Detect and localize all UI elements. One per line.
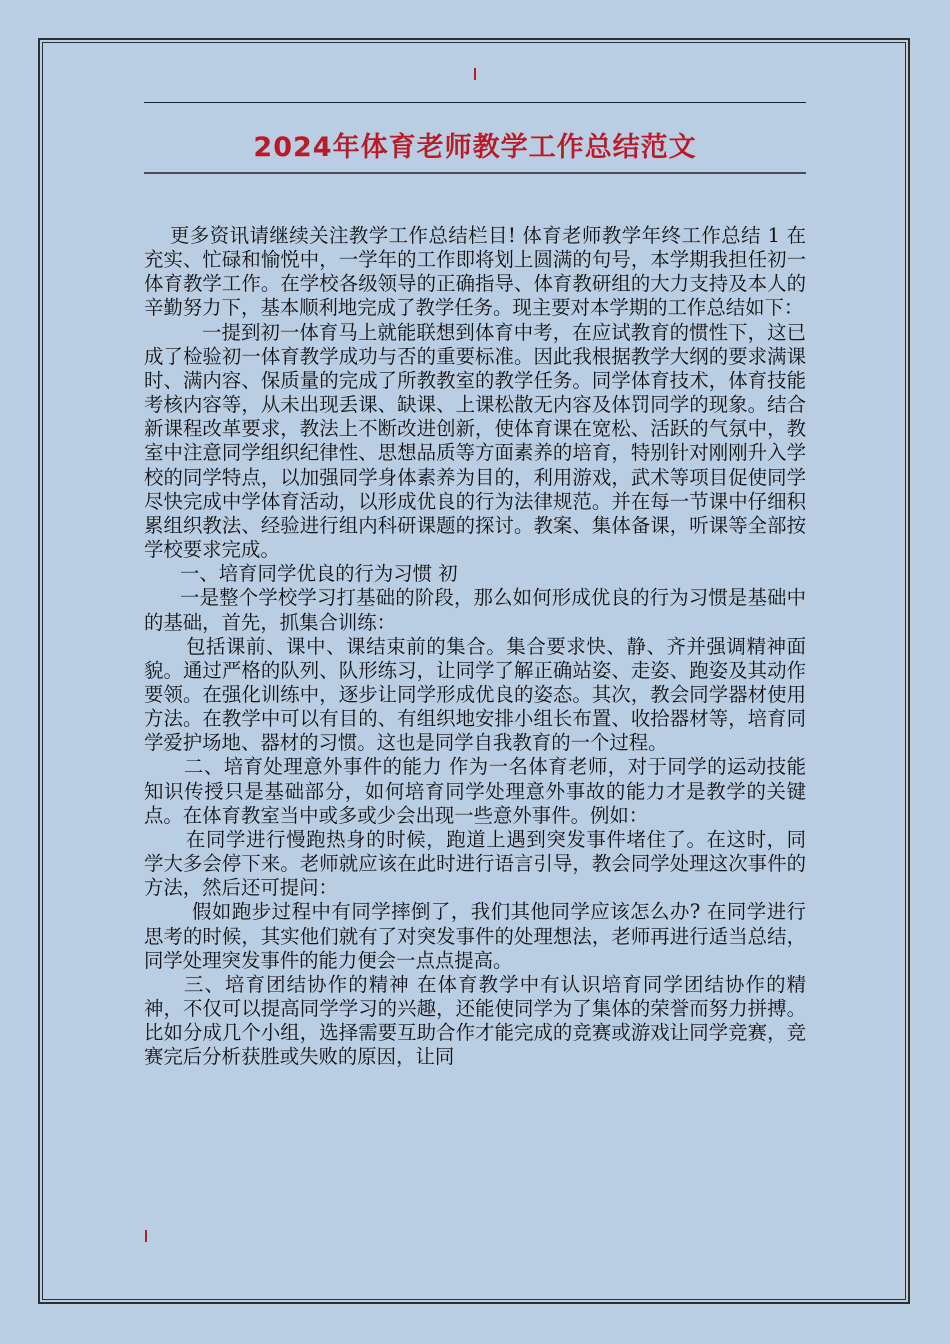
paragraph-assembly: 包括课前、课中、课结束前的集合。集合要求快、静、齐并强调精神面貌。通过严格的队列、队形练习，让同学了解正确站姿、走姿、跑姿及其动作要领。在强化训练中，逐步让同学形成优良的姿态。其次，教会同学器材使用方法。在教学中可以有目的、有组织地安排小组长布置、收拾器材等，培育同学爱护场地、器材的习惯。这也是同学自我教育的一个过程。 (144, 634, 806, 755)
document-title: 2024年体育老师教学工作总结范文 (253, 132, 697, 163)
paragraph-example: 在同学进行慢跑热身的时候，跑道上遇到突发事件堵住了。在这时，同学大多会停下来。老师就应该在此时进行语言引导，教会同学处理这次事件的方法，然后还可提问： (144, 827, 806, 900)
section-heading-behavior: 一、培育同学优良的行为习惯 初 (180, 562, 458, 586)
paragraph-behavior: 一是整个学校学习打基础的阶段，那么如何形成优良的行为习惯是基础中的基础，首先，抓集合训练： (144, 586, 806, 634)
paragraph-teamwork: 三、培育团结协作的精神 在体育教学中有认识培育同学团结协作的精神，不仅可以提高同学学习的兴趣，还能使同学为了集体的荣誉而努力拼搏。比如分成几个小组，选择需要互助合作才能完成的竞赛或游戏让同学竞赛，竞赛完后分析获胜或失败的原因，让同 (144, 972, 806, 1069)
title-rule (144, 172, 806, 174)
document-body (144, 224, 806, 1069)
paragraph-question: 假如跑步过程中有同学摔倒了，我们其他同学应该怎么办? 在同学进行思考的时候，其实他们就有了对突发事件的处理想法，老师再进行适当总结，同学处理突发事件的能力便会一点点提高。 (144, 900, 806, 972)
paragraph-intro: 更多资讯请继续关注教学工作总结栏目! 体育老师教学年终工作总结 1 在充实、忙碌和愉悦中，一学年的工作即将划上圆满的句号，本学期我担任初一体育教学工作。在学校各级领导的正确指导、体育教研组的大力支持及本人的辛勤努力下，基本顺利地完成了教学任务。现主要对本学期的工作总结如下： (144, 224, 806, 320)
header-rule (144, 102, 806, 103)
paragraph-emergency: 二、培育处理意外事件的能力 作为一名体育老师，对于同学的运动技能知识传授只是基础部分，如何培育同学处理意外事故的能力才是教学的关键点。在体育教室当中或多或少会出现一些意外事件。例如： (144, 755, 806, 827)
paragraph-overview: 一提到初一体育马上就能联想到体育中考，在应试教育的惯性下，这已成了检验初一体育教学成功与否的重要标准。因此我根据教学大纲的要求满课时、满内容、保质量的完成了所教教室的教学任务。同学体育技术，体育技能考核内容等，从未出现丢课、缺课、上课松散无内容及体罚同学的现象。结合新课程改革要求，教法上不断改进创新，使体育课在宽松、活跃的气氛中，教室中注意同学组织纪律性、思想品质等方面素养的培育，特别针对刚刚升入学校的同学特点，以加强同学身体素养为目的，利用游戏，武术等项目促使同学尽快完成中学体育活动，以形成优良的行为法律规范。并在每一节课中仔细积累组织教法、经验进行组内科研课题的探讨。教案、集体备课，听课等全部按学校要求完成。 (144, 320, 806, 562)
header-mark (474, 68, 476, 80)
footer-mark (145, 1230, 147, 1242)
